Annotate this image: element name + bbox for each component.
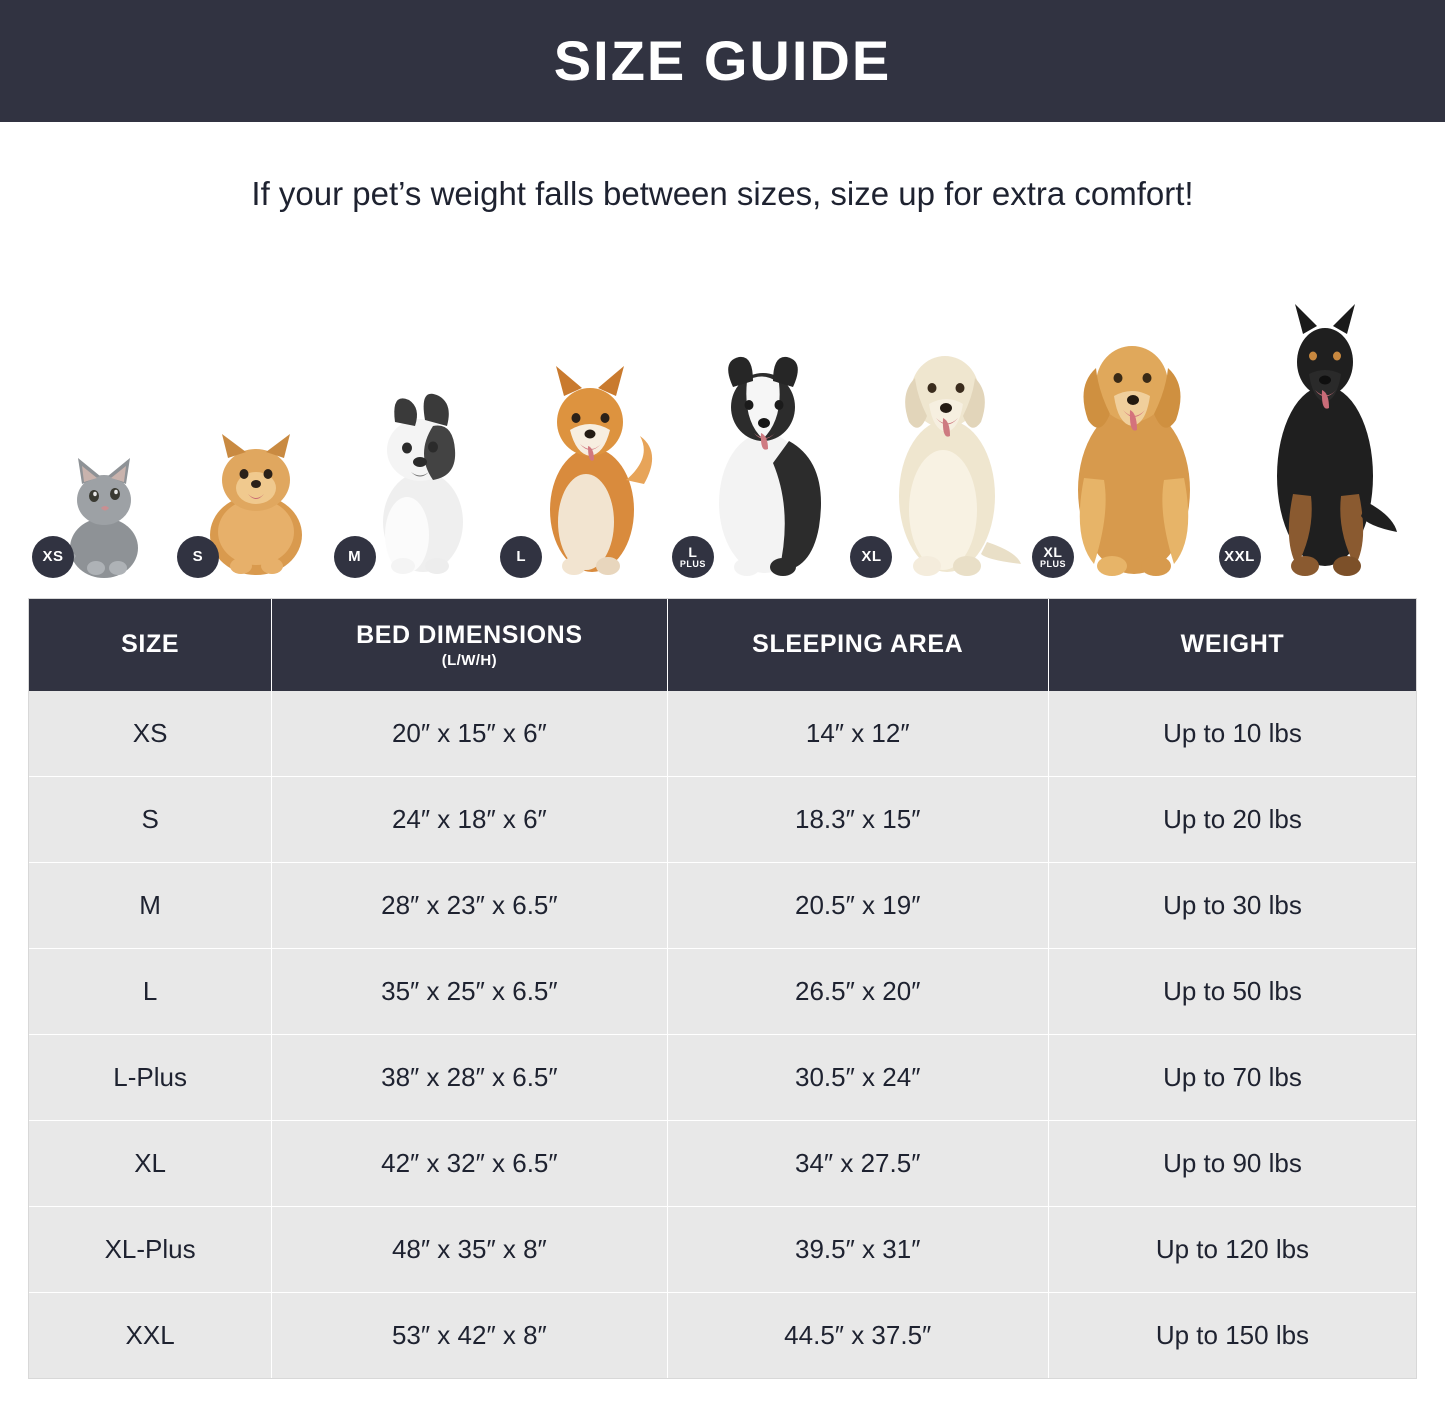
- cell-size: XL-Plus: [29, 1206, 272, 1292]
- table-row: [29, 776, 1416, 862]
- size-badge-xl: [850, 536, 892, 578]
- size-badge-label: M: [348, 548, 362, 566]
- pet-l-shiba-inu: [504, 360, 678, 580]
- page-title: SIZE GUIDE: [553, 29, 892, 92]
- column-header-label: SIZE: [121, 630, 180, 659]
- column-header-size: [29, 599, 272, 691]
- size-badge-label: XL: [1043, 543, 1063, 560]
- page-header: [0, 0, 1445, 122]
- cell-sleeping-area: 30.5″ x 24″: [667, 1034, 1048, 1120]
- size-badge-l-plus: [672, 536, 714, 578]
- cell-size: L-Plus: [29, 1034, 272, 1120]
- size-badge-xl-plus: [1032, 536, 1074, 578]
- cell-dimensions: 24″ x 18″ x 6″: [272, 776, 667, 862]
- size-badge-label: L: [688, 543, 698, 560]
- subtitle-text: If your pet’s weight falls between sizes, size up for extra comfort!: [251, 175, 1194, 212]
- cell-weight: Up to 20 lbs: [1048, 776, 1416, 862]
- labrador-illustration: [863, 330, 1033, 580]
- table-row: [29, 948, 1416, 1034]
- size-badge-xxl: [1219, 536, 1261, 578]
- size-badge-sublabel: PLUS: [1039, 558, 1066, 569]
- pet-m-french-bulldog: [336, 390, 505, 580]
- column-header-label: BED DIMENSIONS: [356, 620, 583, 649]
- cell-dimensions: 20″ x 15″ x 6″: [272, 691, 667, 777]
- cell-sleeping-area: 39.5″ x 31″: [667, 1206, 1048, 1292]
- pet-xxl-doberman: [1224, 304, 1418, 580]
- pet-s-pomeranian: [177, 420, 336, 580]
- size-badge-s: [177, 536, 219, 578]
- size-table: [29, 599, 1416, 1378]
- cell-size: M: [29, 862, 272, 948]
- pet-size-lineup: [0, 250, 1445, 580]
- cell-dimensions: 35″ x 25″ x 6.5″: [272, 948, 667, 1034]
- pet-xs-grey-cat: [28, 440, 177, 580]
- size-badge-label: XS: [42, 548, 64, 566]
- cell-dimensions: 42″ x 32″ x 6.5″: [272, 1120, 667, 1206]
- table-row: [29, 691, 1416, 777]
- size-table-head: [29, 599, 1416, 691]
- table-row: [29, 1034, 1416, 1120]
- size-badge-label: L: [516, 548, 527, 566]
- table-header-row: [29, 599, 1416, 691]
- cell-weight: Up to 10 lbs: [1048, 691, 1416, 777]
- table-row: [29, 1120, 1416, 1206]
- doberman-illustration: [1233, 304, 1413, 580]
- table-row: [29, 1292, 1416, 1378]
- column-header-bed-dimensions: [272, 599, 667, 691]
- size-badge-label: XXL: [1224, 548, 1255, 566]
- cell-dimensions: 48″ x 35″ x 8″: [272, 1206, 667, 1292]
- size-table-container: [28, 598, 1417, 1379]
- cell-sleeping-area: 34″ x 27.5″: [667, 1120, 1048, 1206]
- cell-weight: Up to 90 lbs: [1048, 1120, 1416, 1206]
- pets-row: [28, 250, 1417, 580]
- cell-size: XL: [29, 1120, 272, 1206]
- size-badge-label: S: [192, 548, 204, 566]
- cell-sleeping-area: 26.5″ x 20″: [667, 948, 1048, 1034]
- cell-size: XS: [29, 691, 272, 777]
- pet-l-plus-border-collie: [678, 345, 857, 580]
- cell-size: S: [29, 776, 272, 862]
- cell-sleeping-area: 44.5″ x 37.5″: [667, 1292, 1048, 1378]
- size-badge-l: [500, 536, 542, 578]
- cell-weight: Up to 150 lbs: [1048, 1292, 1416, 1378]
- size-badge-sublabel: PLUS: [679, 558, 706, 569]
- table-row: [29, 862, 1416, 948]
- cell-dimensions: 38″ x 28″ x 6.5″: [272, 1034, 667, 1120]
- pet-xl-plus-golden-retriever: [1040, 318, 1229, 580]
- cell-size: XXL: [29, 1292, 272, 1378]
- golden-retriever-illustration: [1044, 318, 1224, 580]
- cell-sleeping-area: 18.3″ x 15″: [667, 776, 1048, 862]
- cell-sleeping-area: 14″ x 12″: [667, 691, 1048, 777]
- cell-dimensions: 53″ x 42″ x 8″: [272, 1292, 667, 1378]
- cell-weight: Up to 120 lbs: [1048, 1206, 1416, 1292]
- size-badge-xs: [32, 536, 74, 578]
- column-header-sublabel: (L/W/H): [441, 651, 497, 669]
- size-badge-m: [334, 536, 376, 578]
- column-header-sleeping-area: [667, 599, 1048, 691]
- column-header-label: SLEEPING AREA: [752, 630, 964, 659]
- table-row: [29, 1206, 1416, 1292]
- cell-weight: Up to 50 lbs: [1048, 948, 1416, 1034]
- cell-weight: Up to 30 lbs: [1048, 862, 1416, 948]
- subtitle-section: [0, 122, 1445, 214]
- size-badge-label: XL: [861, 548, 882, 566]
- cell-weight: Up to 70 lbs: [1048, 1034, 1416, 1120]
- column-header-weight: [1048, 599, 1416, 691]
- size-table-body: [29, 691, 1416, 1378]
- cell-size: L: [29, 948, 272, 1034]
- column-header-label: WEIGHT: [1180, 630, 1285, 659]
- cell-sleeping-area: 20.5″ x 19″: [667, 862, 1048, 948]
- cell-dimensions: 28″ x 23″ x 6.5″: [272, 862, 667, 948]
- pet-xl-labrador: [856, 330, 1040, 580]
